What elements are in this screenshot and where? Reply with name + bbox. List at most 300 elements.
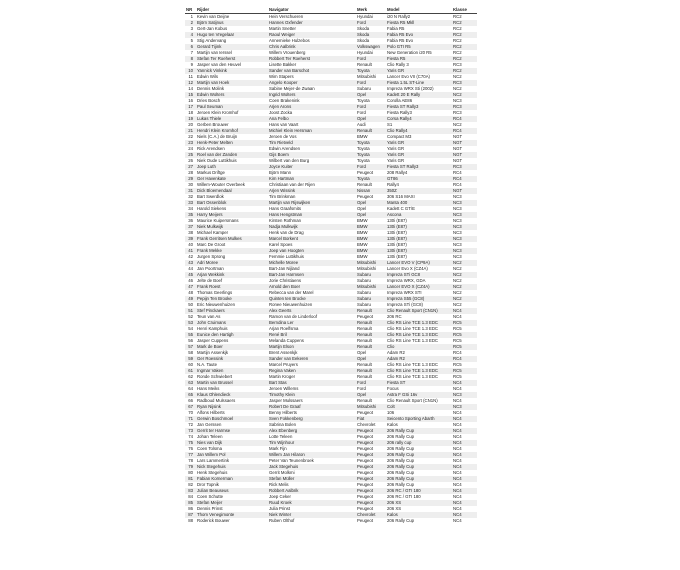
cell-rijder: Martijn Assenkjk — [197, 350, 229, 355]
cell-nr: 62 — [188, 374, 193, 379]
cell-nr: 5 — [190, 38, 193, 43]
cell-model: Fiesta ST Rally3 — [386, 164, 452, 170]
cell-klasse: NC2 — [453, 266, 462, 271]
cell-merk: Opel — [356, 92, 386, 98]
cell-nr: 42 — [188, 254, 193, 259]
cell-merk: BMW — [357, 254, 368, 259]
cell-merk: Ford — [357, 386, 366, 391]
cell-navigator: Marcel Pruyers — [269, 362, 298, 367]
header-nr: NR — [186, 6, 193, 12]
cell-navigator: Jorie Christiaens — [269, 278, 302, 283]
cell-nr: 4 — [185, 32, 196, 38]
cell-merk: Volkswagen — [356, 44, 386, 50]
cell-merk: Opel — [357, 350, 367, 355]
cell-klasse: RC2 — [452, 68, 477, 74]
cell-rijder: Björn Satijnus — [196, 20, 268, 26]
cell-model: 130i (E87) — [387, 218, 407, 223]
cell-rijder: Jasper Cuppens — [197, 338, 229, 343]
cell-klasse: RC4 — [453, 182, 462, 187]
cell-merk: Renault — [356, 308, 386, 314]
cell-navigator: Mark Fijn — [269, 446, 287, 451]
cell-model: Yaris GR — [386, 152, 452, 158]
cell-rijder: Lukas Thiele — [196, 116, 268, 122]
cell-navigator: Björn Mann — [269, 170, 291, 175]
cell-rijder: Paul Seuman — [196, 104, 268, 110]
cell-model: 306 S16 MAXI — [387, 194, 415, 199]
cell-model: Compact M3 — [387, 134, 412, 139]
cell-merk: Renault — [357, 374, 372, 379]
cell-nr: 29 — [185, 176, 196, 182]
cell-klasse: NC3 — [453, 230, 462, 235]
cell-nr: 49 — [185, 296, 196, 302]
cell-model: 206 RC / GTI 180 — [387, 494, 421, 499]
cell-navigator: Martijn Elson — [268, 344, 356, 350]
cell-navigator: Hans Graafsmits — [269, 206, 301, 211]
cell-navigator: Arjen Wissink — [268, 188, 356, 194]
cell-navigator: Sander van Barschot — [268, 68, 356, 74]
cell-model: Focus — [387, 386, 399, 391]
cell-klasse: NC4 — [453, 482, 462, 487]
cell-nr: 87 — [185, 512, 196, 518]
cell-merk: Renault — [357, 398, 372, 403]
cell-navigator: Arnold den Boer — [268, 284, 356, 290]
cell-navigator: Peter Van Teunenbroek — [269, 458, 314, 463]
cell-navigator: Ana Felbo — [268, 116, 356, 122]
cell-rijder: Arjan Wekkink — [196, 272, 268, 278]
cell-merk: Renault — [356, 320, 386, 326]
cell-klasse: RC5 — [452, 368, 477, 374]
cell-merk: Renault — [356, 128, 386, 134]
cell-model: Kadett C GT/E — [387, 206, 415, 211]
cell-navigator: Kirsten Rothman — [269, 218, 302, 223]
cell-rijder: Henri Kamphuis — [197, 326, 228, 331]
header-merk: Merk — [357, 6, 368, 12]
cell-merk: Skoda — [357, 38, 370, 43]
cell-rijder: Hugo ten Vregelaar — [196, 32, 268, 38]
header-rijder: Rijder — [197, 6, 210, 12]
cell-rijder: Pepijn Ten Brooke — [196, 296, 268, 302]
cell-merk: BMW — [356, 248, 386, 254]
cell-model: Yaris GR — [387, 158, 405, 163]
cell-nr: 15 — [185, 92, 196, 98]
cell-model: Fabia R5 Evo — [386, 32, 452, 38]
cell-nr: 28 — [188, 170, 193, 175]
cell-merk: Hyundai — [357, 50, 373, 55]
cell-nr: 51 — [185, 308, 196, 314]
cell-nr: 37 — [185, 224, 196, 230]
cell-klasse: NC2 — [453, 302, 462, 307]
cell-klasse: RC3 — [453, 62, 462, 67]
cell-model: Corolla AE86 — [387, 98, 413, 103]
cell-nr: 41 — [185, 248, 196, 254]
cell-model: 206 RC / GTI 180 — [386, 488, 452, 494]
cell-navigator: Karel Spoes — [269, 242, 293, 247]
cell-merk: Peugeot — [356, 440, 386, 446]
cell-klasse: NC4 — [452, 452, 477, 458]
cell-rijder: Gerwin Boschmoel — [196, 416, 268, 422]
cell-nr: 85 — [185, 500, 196, 506]
cell-klasse: NGT — [452, 152, 477, 158]
cell-navigator: Gijs Boem — [268, 152, 356, 158]
cell-navigator: Timothy Klein — [268, 392, 356, 398]
cell-merk: BMW — [357, 230, 368, 235]
cell-klasse: NC3 — [452, 248, 477, 254]
cell-nr: 1 — [190, 14, 193, 19]
cell-rijder: Niek Oude Luttikhuis — [197, 158, 237, 163]
cell-klasse: NC3 — [453, 242, 462, 247]
cell-merk: Nissan — [356, 188, 386, 194]
cell-klasse: NC4 — [453, 458, 462, 463]
cell-navigator: Christiaan van der Rijen — [269, 182, 315, 187]
cell-navigator: Niek Winter — [268, 512, 356, 518]
cell-klasse: RC2 — [453, 14, 462, 19]
cell-klasse: NC4 — [453, 398, 462, 403]
cell-klasse: NC3 — [453, 194, 462, 199]
cell-rijder: Ger Havenkate — [196, 176, 268, 182]
cell-klasse: RC4 — [453, 170, 462, 175]
cell-navigator: Jeroen de Vos — [269, 134, 297, 139]
cell-klasse: RC2 — [453, 38, 462, 43]
cell-rijder: Jelte de Boef — [197, 278, 223, 283]
cell-klasse: NC4 — [453, 518, 462, 523]
cell-model: 206 Rally Cup — [387, 434, 414, 439]
cell-klasse: NC4 — [452, 428, 477, 434]
cell-klasse: NGT — [452, 140, 477, 146]
cell-klasse: NC2 — [453, 278, 462, 283]
cell-merk: Renault — [357, 62, 372, 67]
cell-rijder: Bart Ossenblok — [196, 200, 268, 206]
cell-nr: 31 — [185, 188, 196, 194]
cell-navigator: Sabine Mejer-de Zwaan — [269, 86, 315, 91]
cell-klasse: RC2 — [452, 32, 477, 38]
cell-klasse: RC5 — [452, 320, 477, 326]
cell-merk: Mitsubishi — [356, 260, 386, 266]
cell-rijder: Niels (C.A.) de Bruijn — [197, 134, 238, 139]
cell-merk: Opel — [356, 356, 386, 362]
cell-rijder: Martijn van Ierssel — [197, 50, 232, 55]
cell-nr: 64 — [188, 386, 193, 391]
table-body — [185, 14, 477, 525]
cell-rijder: Niek Mulkwijk — [196, 224, 268, 230]
cell-rijder: Ingmar Vaken — [196, 368, 268, 374]
cell-merk: Skoda — [356, 32, 386, 38]
table-row — [185, 518, 477, 524]
cell-merk: Toyota — [356, 140, 386, 146]
cell-navigator: Ingrid Wolters — [268, 92, 356, 98]
cell-rijder: Ronde Schwiebert — [197, 374, 233, 379]
cell-model: Fabia R5 Evo — [387, 38, 414, 43]
cell-rijder: Ger Roessink — [196, 356, 268, 362]
cell-merk: Renault — [357, 182, 372, 187]
cell-model: 206 Rally Cup — [386, 464, 452, 470]
cell-navigator: Berndina Ler — [268, 320, 356, 326]
cell-navigator: Joost Zocka — [269, 110, 293, 115]
cell-model: 206 Rally Cup — [387, 446, 414, 451]
cell-navigator: Julia Prinst — [269, 506, 291, 511]
cell-nr: 46 — [188, 278, 193, 283]
cell-klasse: NC4 — [453, 422, 462, 427]
table-header-row — [185, 6, 477, 14]
cell-rijder: Fabian Kornerman — [196, 476, 268, 482]
cell-model: Clio RS Line TCE 1.3 EDC — [387, 362, 439, 367]
cell-navigator: Hans Hengstman — [268, 212, 356, 218]
cell-klasse: NC3 — [452, 224, 477, 230]
cell-nr: 80 — [188, 470, 193, 475]
cell-navigator: Bart-Jan Nijland — [269, 266, 300, 271]
cell-rijder: Frank Gerritsen Mulkes — [196, 236, 268, 242]
cell-nr: 73 — [185, 428, 196, 434]
cell-nr: 17 — [185, 104, 196, 110]
cell-klasse: RC3 — [453, 110, 462, 115]
cell-model: Clio RS Line TCE 1.3 EDC — [387, 326, 439, 331]
cell-nr: 6 — [185, 44, 196, 50]
cell-merk: Subaru — [356, 296, 386, 302]
cell-klasse: NC2 — [452, 284, 477, 290]
cell-rijder: Jasper van den Heuvel — [197, 62, 241, 67]
cell-rijder: Dennis Molink — [197, 86, 224, 91]
cell-model: Colt — [386, 404, 452, 410]
cell-rijder: Martin van Brussel — [196, 380, 268, 386]
cell-merk: Peugeot — [356, 452, 386, 458]
cell-rijder: Kevin van Deijne — [197, 14, 230, 19]
cell-klasse: NC3 — [453, 98, 462, 103]
cell-nr: 63 — [185, 380, 196, 386]
cell-nr: 48 — [188, 290, 193, 295]
cell-model: 206 rally cup — [386, 440, 452, 446]
cell-merk: Peugeot — [357, 506, 374, 511]
cell-merk: Peugeot — [357, 170, 374, 175]
cell-model: Clio Renault Sport (CN1N) — [386, 308, 452, 314]
cell-nr: 66 — [188, 398, 193, 403]
cell-model: Fiesta 1.5L ST-Line — [386, 80, 452, 86]
cell-merk: Toyota — [356, 68, 386, 74]
cell-model: Adam R2 — [387, 350, 405, 355]
cell-navigator: Joep van Hoogten — [268, 248, 356, 254]
cell-merk: Subaru — [357, 290, 371, 295]
cell-rijder: Radboud Mulssaers — [197, 398, 236, 403]
cell-rijder: Michael Kamper — [197, 230, 229, 235]
cell-nr: 53 — [185, 320, 196, 326]
cell-nr: 8 — [185, 56, 196, 62]
cell-nr: 39 — [185, 236, 196, 242]
cell-nr: 81 — [185, 476, 196, 482]
cell-klasse: NC4 — [453, 494, 462, 499]
cell-navigator: Ronee Nieuwenhuizen — [269, 302, 313, 307]
cell-model: Manta 400 — [386, 200, 452, 206]
cell-navigator: Jasper Mulssaers — [269, 398, 303, 403]
cell-model: 130i (E87) — [387, 230, 407, 235]
cell-model: 206 Rally Cup — [387, 458, 414, 463]
cell-merk: Peugeot — [357, 314, 374, 319]
cell-nr: 20 — [188, 122, 193, 127]
cell-rijder: Edwin Wolters — [196, 92, 268, 98]
cell-navigator: Lisette Bakker — [269, 62, 297, 67]
cell-model: Impreza WRX Sti (2002) — [387, 86, 434, 91]
cell-model: Kalos — [386, 512, 452, 518]
cell-nr: 61 — [185, 368, 196, 374]
cell-merk: BMW — [356, 236, 386, 242]
cell-klasse: RC4 — [453, 350, 462, 355]
cell-model: Impreza S55 (GC8) — [386, 296, 452, 302]
cell-rijder: Henk Stegehuis — [197, 470, 228, 475]
cell-merk: Chevrolet — [356, 512, 386, 518]
cell-nr: 58 — [188, 350, 193, 355]
cell-rijder: Stef Pinckaers — [196, 308, 268, 314]
cell-navigator: Marcel Borkent — [268, 236, 356, 242]
cell-model: S1 — [387, 122, 393, 127]
cell-navigator: René Bril — [268, 332, 356, 338]
cell-klasse: RC2 — [453, 26, 462, 31]
cell-klasse: RC5 — [452, 332, 477, 338]
cell-model: Lancer EVO X (CZ4A) — [386, 284, 452, 290]
cell-model: Astra F GSi 16v — [386, 392, 452, 398]
cell-nr: 23 — [185, 140, 196, 146]
cell-merk: Opel — [356, 116, 386, 122]
cell-navigator: Rick Melis — [269, 482, 289, 487]
cell-model: 206 XS — [387, 506, 402, 511]
cell-klasse: NC3 — [453, 254, 462, 259]
cell-merk: Mitsubishi — [356, 404, 386, 410]
cell-merk: Peugeot — [357, 194, 374, 199]
cell-model: Clio RS Line TCE 1.3 EDC — [386, 320, 452, 326]
cell-navigator: Kim Hartman — [268, 176, 356, 182]
cell-navigator: Martijn van Rijswijken — [268, 200, 356, 206]
cell-model: 206 Rally Cup — [386, 476, 452, 482]
cell-model: Seicento Sporting Abarth — [386, 416, 452, 422]
cell-rijder: Jan Willem Pol — [196, 452, 268, 458]
cell-navigator: Hannes Oxfender — [268, 20, 356, 26]
cell-merk: BMW — [357, 134, 368, 139]
cell-navigator: Melanda Cuppens — [269, 338, 304, 343]
cell-rijder: Maurice Kuipersmans — [197, 218, 239, 223]
cell-navigator: Regina Vaken — [268, 368, 356, 374]
cell-nr: 44 — [188, 266, 193, 271]
cell-rijder: Teun van As — [197, 314, 221, 319]
cell-navigator: Michelle Moree — [268, 260, 356, 266]
cell-model: GT86 — [386, 176, 452, 182]
cell-nr: 74 — [188, 434, 193, 439]
cell-rijder: Frank Mekke — [196, 248, 268, 254]
cell-navigator: Martin Kroger — [269, 374, 296, 379]
cell-nr: 57 — [185, 344, 196, 350]
cell-klasse: NGT — [453, 158, 463, 163]
cell-model: Fabia R5 — [387, 26, 405, 31]
cell-merk: Skoda — [357, 26, 370, 31]
cell-rijder: Harold Siekens — [197, 206, 227, 211]
cell-nr: 35 — [185, 212, 196, 218]
cell-navigator: Brent Assenkjk — [269, 350, 298, 355]
cell-klasse: NC4 — [452, 440, 477, 446]
cell-klasse: RC4 — [452, 176, 477, 182]
cell-nr: 82 — [188, 482, 193, 487]
cell-merk: Mitsubishi — [356, 284, 386, 290]
cell-merk: Ford — [356, 164, 386, 170]
cell-model: Impreza WRX STI — [387, 290, 422, 295]
cell-rijder: Yannick Vinkink — [196, 68, 268, 74]
cell-klasse: NC4 — [452, 500, 477, 506]
cell-klasse: RC2 — [452, 44, 477, 50]
cell-rijder: Bart Swerdlok — [197, 194, 224, 199]
cell-merk: Toyota — [357, 158, 370, 163]
cell-rijder: Markus Driftge — [197, 170, 225, 175]
cell-navigator: Tim Wijnhour — [268, 440, 356, 446]
cell-merk: Peugeot — [357, 494, 374, 499]
cell-model: Clio — [386, 344, 452, 350]
cell-navigator: Martin Snetter — [269, 26, 296, 31]
cell-rijder: Thom Venegimonte — [196, 512, 268, 518]
cell-navigator: Chris Aalbrink — [268, 44, 356, 50]
cell-model: 350Z — [386, 188, 452, 194]
cell-model: Polo GTI R5 — [386, 44, 452, 50]
cell-merk: Subaru — [357, 86, 371, 91]
cell-navigator: Robbert Aalbrik — [268, 488, 356, 494]
cell-rijder: Jan Gerssen — [197, 422, 222, 427]
cell-navigator: Femmie Luttikhuis — [269, 254, 304, 259]
cell-model: Clio Rally4 — [386, 128, 452, 134]
cell-nr: 45 — [185, 272, 196, 278]
cell-navigator: Stefan Müller — [268, 476, 356, 482]
cell-nr: 18 — [188, 110, 193, 115]
cell-merk: Subaru — [357, 278, 371, 283]
cell-rijder: Adri Moree — [196, 260, 268, 266]
cell-model: Rally4 — [387, 182, 399, 187]
cell-navigator: Sander van Eekeren — [268, 356, 356, 362]
cell-nr: 52 — [188, 314, 193, 319]
cell-model: Lancer Evo VII (C70A) — [387, 74, 430, 79]
cell-merk: Mitsubishi — [357, 74, 377, 79]
cell-nr: 30 — [188, 182, 193, 187]
cell-model: 130i (E87) — [386, 224, 452, 230]
cell-klasse: RC5 — [453, 374, 462, 379]
cell-navigator: Jeroen Willems — [269, 386, 299, 391]
cell-rijder: Rick Arendsen — [197, 146, 225, 151]
cell-merk: Peugeot — [356, 488, 386, 494]
cell-merk: Mitsubishi — [357, 266, 377, 271]
cell-model: Lancer Evo X (CZ4A) — [387, 266, 428, 271]
cell-model: 206 XS — [386, 500, 452, 506]
cell-navigator: Wim Stapers — [269, 74, 294, 79]
cell-rijder: Gerrit ter Harmse — [196, 428, 268, 434]
cell-model: Lancer EVO V (CP9A) — [386, 260, 452, 266]
cell-navigator: Bart-Jan Harmsen — [268, 272, 356, 278]
cell-navigator: Robbert Ter Roeherst — [268, 56, 356, 62]
cell-navigator: Tim Brinkman — [269, 194, 296, 199]
cell-klasse: NC3 — [452, 404, 477, 410]
cell-klasse: NC2 — [452, 272, 477, 278]
cell-klasse: RC4 — [452, 356, 477, 362]
cell-klasse: RC5 — [453, 326, 462, 331]
cell-nr: 78 — [188, 458, 193, 463]
cell-klasse: NC3 — [453, 206, 462, 211]
cell-klasse: RC2 — [452, 56, 477, 62]
cell-navigator: Quinten ten Brocke — [268, 296, 356, 302]
cell-klasse: RC3 — [452, 104, 477, 110]
cell-nr: 65 — [185, 392, 196, 398]
cell-rijder: Gerard Tijink — [196, 44, 268, 50]
cell-merk: Renault — [357, 326, 372, 331]
cell-klasse: RC3 — [452, 164, 477, 170]
cell-nr: 25 — [185, 152, 196, 158]
cell-navigator: Lotte Teleen — [269, 434, 293, 439]
cell-model: 206 Rally Cup — [386, 428, 452, 434]
cell-klasse: NC4 — [452, 488, 477, 494]
cell-navigator: Arjan Roelfsma — [269, 326, 299, 331]
cell-rijder: Coen Tolsma — [197, 446, 222, 451]
cell-merk: Chevrolet — [357, 422, 376, 427]
cell-model: Clio Renault Sport (CN1N) — [387, 398, 438, 403]
cell-navigator: Tim Rietveld — [268, 140, 356, 146]
cell-navigator: Angelo Kooper — [268, 80, 356, 86]
